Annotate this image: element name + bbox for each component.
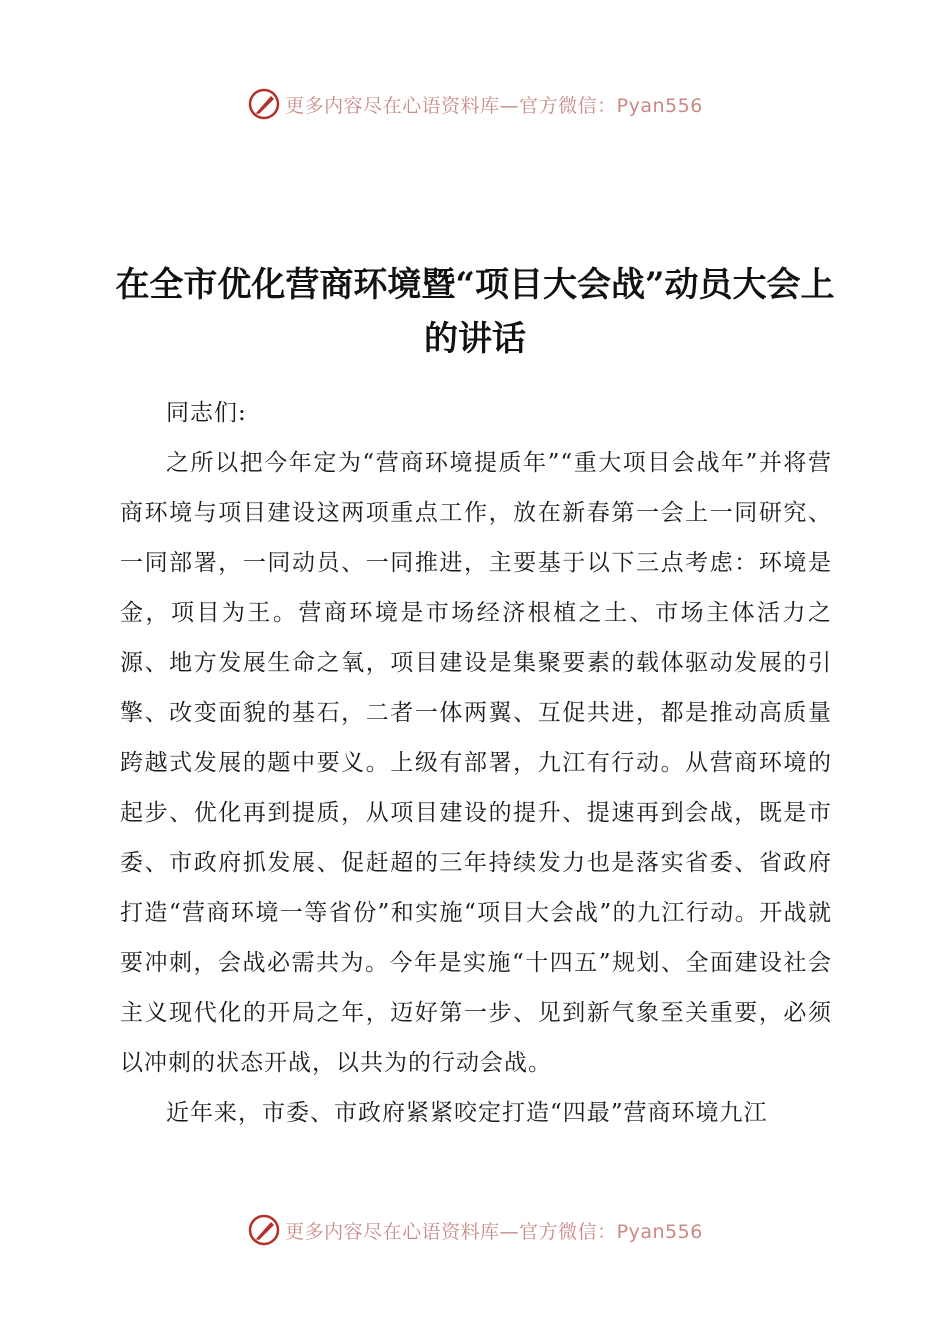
document-body [120,388,832,1138]
salutation: 同志们: [166,400,247,426]
paragraph: 近年来，市委、市政府紧紧咬定打造“四最”营商环境九江 [166,1100,768,1126]
watermark-banner-top [0,84,950,124]
watermark-banner-bottom [0,1210,950,1250]
quill-logo-icon [247,1213,281,1247]
document-title: 在全市优化营商环境暨“项目大会战”动员大会上的讲话 [115,265,835,359]
watermark-text: 更多内容尽在心语资料库—官方微信：Pyan556 [285,1220,703,1243]
watermark-text: 更多内容尽在心语资料库—官方微信：Pyan556 [285,94,703,117]
paragraph: 之所以把今年定为“营商环境提质年”“重大项目会战年”并将营商环境与项目建设这两项重点工作，放在新春第一会上一同研究、一同部署，一同动员、一同推进，主要基于以下三点考虑：环境是金，项目为王。营商环境是市场经济根植之土、市场主体活力之源、地方发展生命之氧，项目建设是集聚要素的载体驱动发展的引擎、改变面貌的基石，二者一体两翼、互促共进，都是推动高质量跨越式发展的题中要义。上级有部署，九江有行动。从营商环境的起步、优化再到提质，从项目建设的提升、提速再到会战，既是市委、市政府抓发展、促赶超的三年持续发力也是落实省委、省政府打造“营商环境一等省份”和实施“项目大会战”的九江行动。开战就要冲刺，会战必需共为。今年是实施“十四五”规划、全面建设社会主义现代化的开局之年，迈好第一步、见到新气象至关重要，必须以冲刺的状态开战，以共为的行动会战。 [120,450,832,1076]
quill-logo-icon [247,87,281,121]
